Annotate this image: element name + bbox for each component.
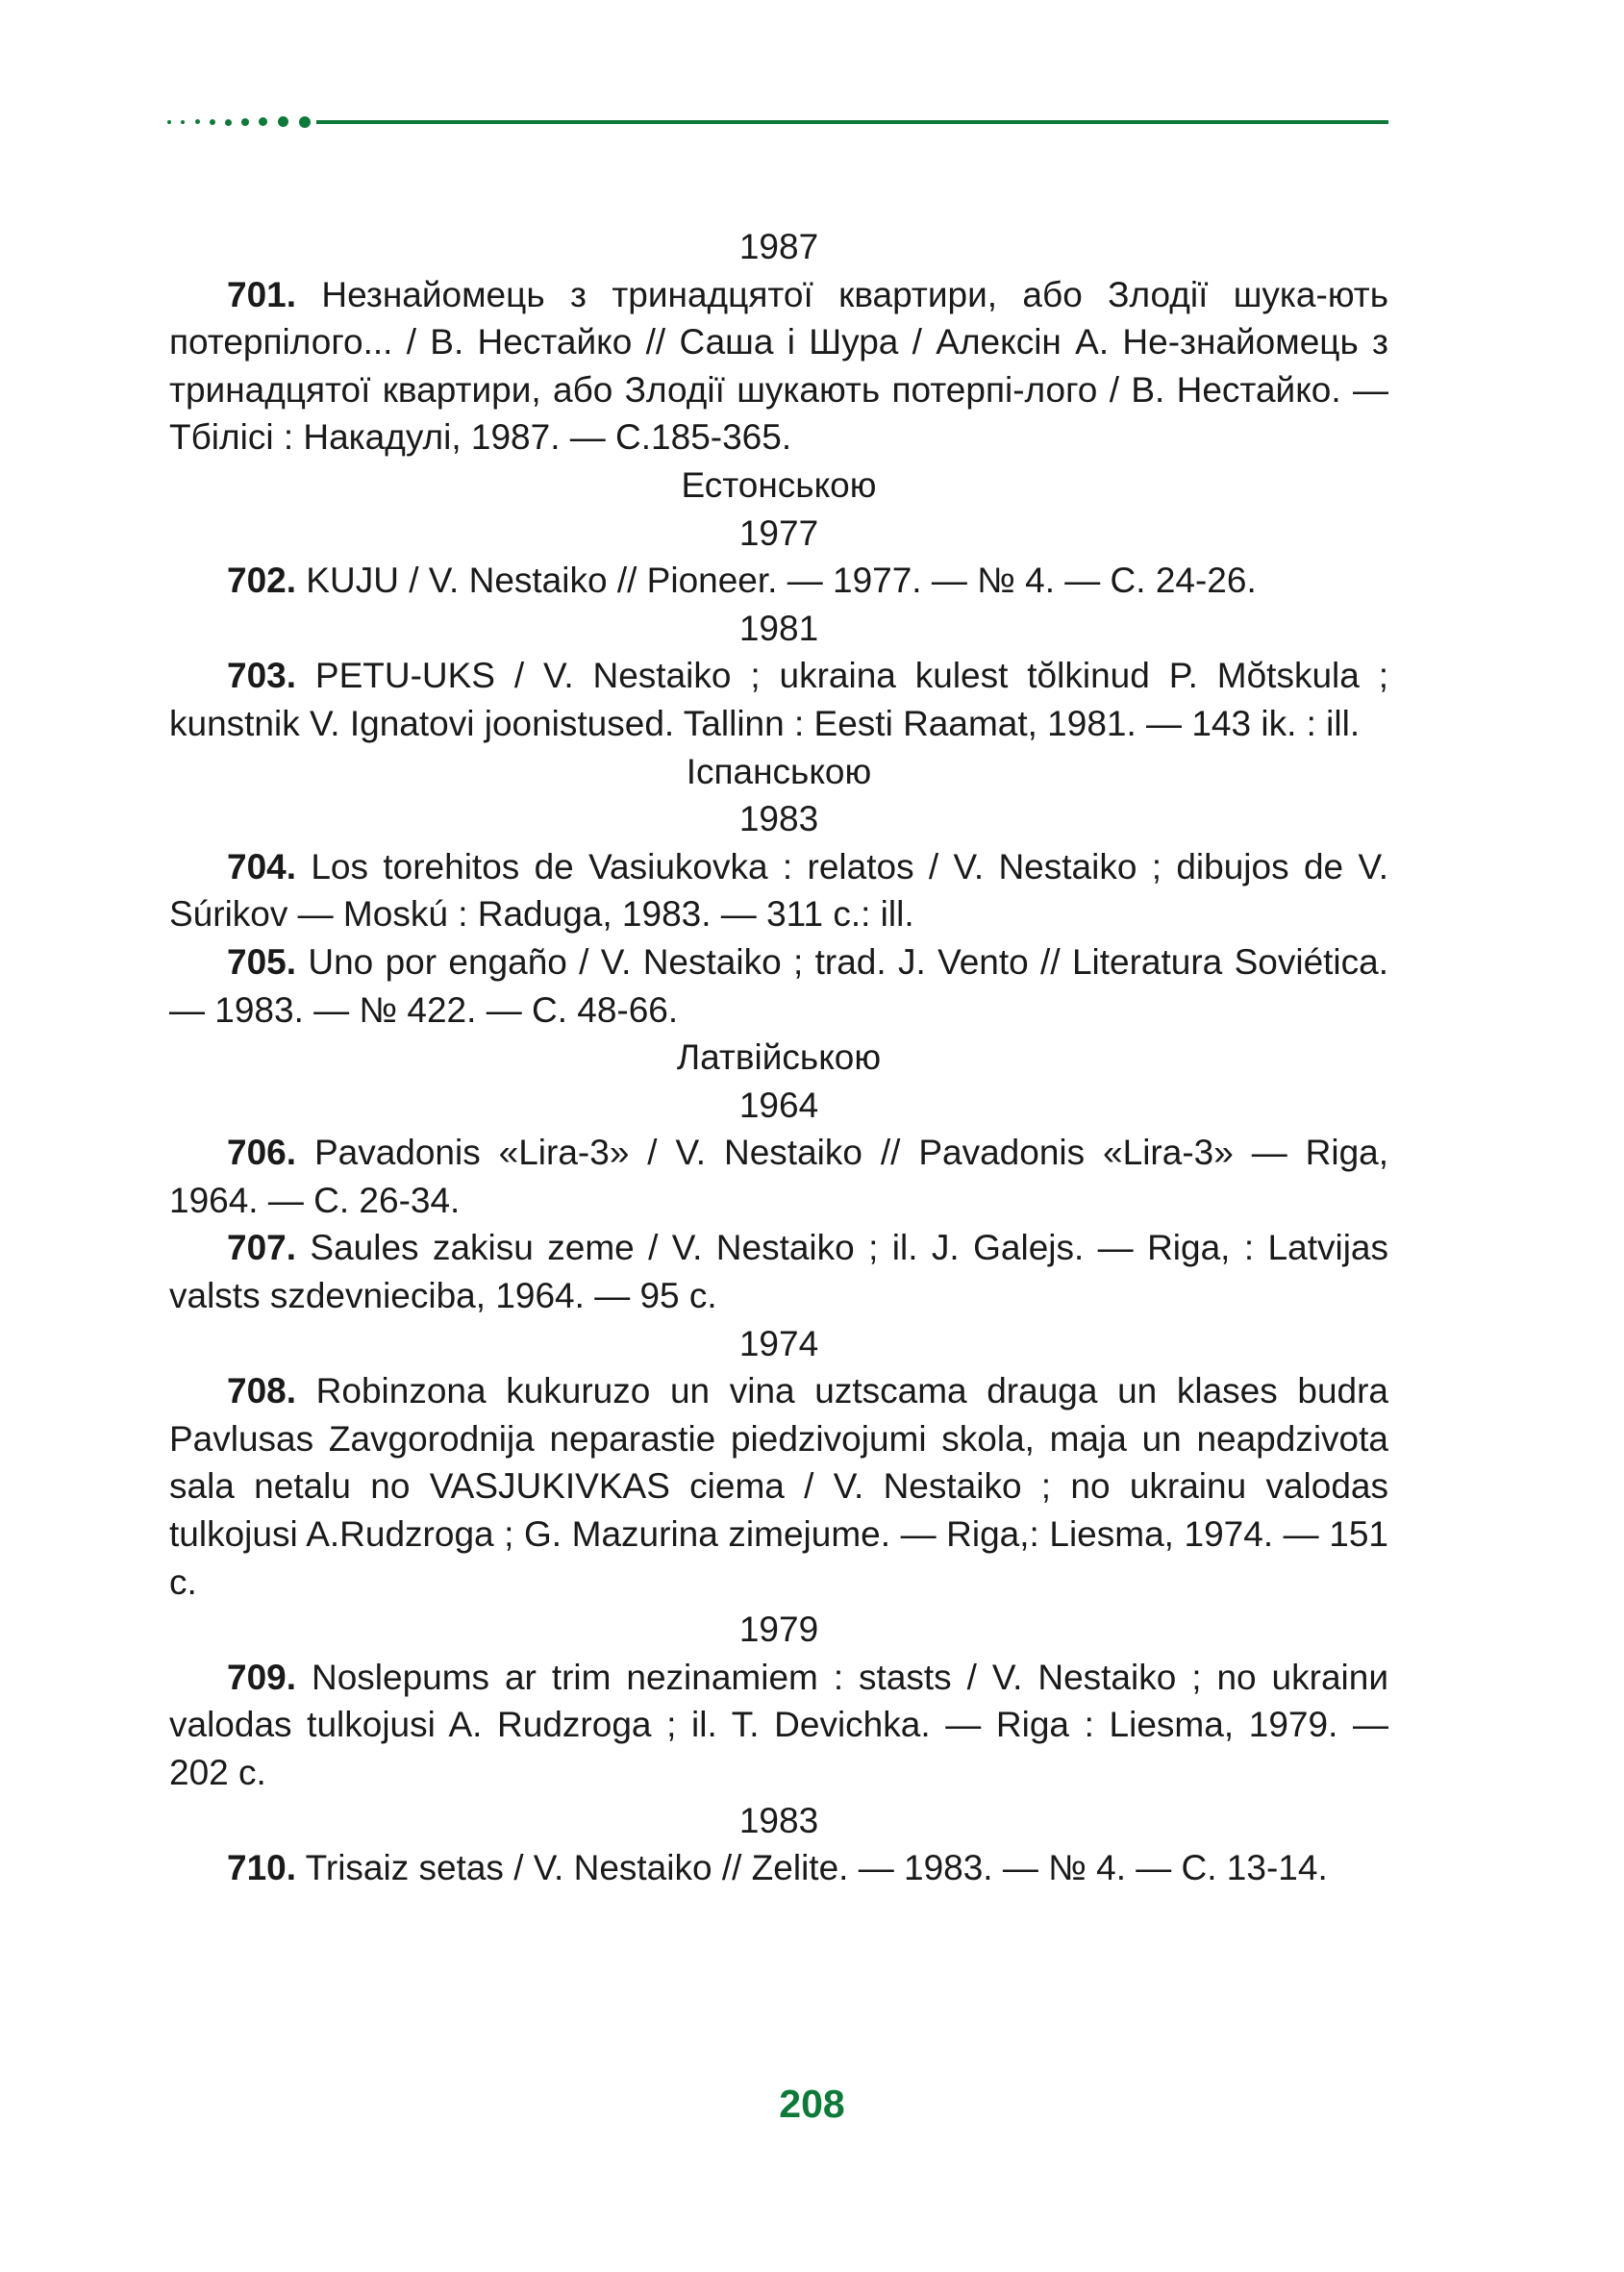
bibliography-entry (169, 1224, 1388, 1319)
entry-text: Robinzona kukuruzo un vina uztscama drauga un klases budra Pavlusas Zavgorodnija neparastie piedzivojumi skola, maja un neapdzivota sala netalu no VASJUKIVKAS ciema / V. Nestaiko ; no ukrainu valodas tulkojusi A.Rudzroga ; G. Mazurina zimejume. — Riga,: Liesma, 1974. — 151 c. (169, 1371, 1389, 1602)
bibliography-entry (169, 557, 1388, 605)
bibliography-entry (169, 1844, 1388, 1892)
page-number: 208 (779, 2082, 845, 2126)
header-dot (210, 119, 215, 125)
bibliography-entry (169, 1367, 1388, 1606)
year-heading: 1974 (738, 1323, 819, 1363)
entry-text: Uno por engaño / V. Nestaiko ; trad. J. Vento // Literatura Soviética. — 1983. — № 422. — C. 48-66. (169, 941, 1389, 1030)
header-dot (181, 120, 185, 124)
year-heading: 1979 (738, 1610, 819, 1650)
entry-number: 708. (227, 1371, 297, 1411)
entry-number: 710. (227, 1848, 297, 1888)
entry-text: Pavadonis «Lira-3» / V. Nestaiko // Pavadonis «Lira-3» — Riga, 1964. — C. 26-34. (169, 1133, 1388, 1220)
header-dot (167, 120, 171, 124)
year-heading: 1964 (738, 1085, 819, 1125)
entry-number: 704. (227, 846, 297, 886)
entry-text: Trisaiz setas / V. Nestaiko // Zelite. — 1983. — № 4. — C. 13-14. (305, 1848, 1328, 1888)
header-dot (278, 116, 288, 127)
entry-text: Noslepums ar trim nezinamiem : stasts / V. Nestaiko ; no ukrainи valodas tulkojusi A. Rudzroga ; il. T. Devichka. — Riga : Liesma, 1979. — 202 c. (169, 1657, 1388, 1792)
language-heading: Іспанською (686, 751, 872, 791)
language-heading: Естонською (681, 464, 877, 505)
entry-text: Saules zakisu zeme / V. Nestaiko ; il. J. Galejs. — Riga, : Latvijas valsts szdevnieciba, 1964. — 95 c. (169, 1228, 1388, 1316)
year-heading: 1983 (738, 799, 819, 839)
header-line (316, 120, 1388, 124)
entry-number: 705. (227, 941, 297, 982)
header-dot (259, 117, 267, 126)
entry-number: 701. (227, 274, 297, 314)
entry-text: KUJU / V. Nestaiko // Pioneer. — 1977. — № 4. — C. 24-26. (306, 561, 1257, 601)
bibliography-entry (169, 843, 1388, 938)
language-heading: Латвійською (676, 1037, 882, 1078)
year-heading: 1983 (738, 1800, 819, 1840)
bibliography-entry (169, 652, 1388, 747)
entry-number: 707. (227, 1228, 297, 1268)
entry-number: 709. (227, 1657, 297, 1697)
entry-number: 702. (227, 561, 297, 601)
header-dot (195, 119, 200, 124)
header-dot (225, 119, 232, 126)
year-heading: 1981 (738, 608, 819, 648)
entry-number: 706. (227, 1133, 297, 1173)
bibliography-entry (169, 271, 1388, 462)
entry-text: Los torehitos de Vasiukovka : relatos / V. Nestaiko ; dibujos de V. Súrikov — Moskú : Raduga, 1983. — 311 c.: ill. (169, 846, 1389, 935)
bibliography-list (169, 223, 1388, 1892)
year-heading: 1987 (738, 227, 819, 266)
year-heading: 1977 (738, 512, 819, 553)
entry-number: 703. (227, 656, 297, 696)
bibliography-entry (169, 1654, 1388, 1797)
entry-text: Незнайомець з тринадцятої квартири, або Злодії шука-ють потерпілого... / В. Нестайко // Саша і Шура / Алексін А. Не-знайомець з тринадцятої квартири, або Злодії шукають потерпі-лого / В. Нестайко. — Тбілісі : Накадулі, 1987. — С.185-365. (169, 274, 1388, 458)
bibliography-entry (169, 938, 1388, 1034)
header-dot (241, 118, 249, 126)
header-rule (167, 115, 1388, 129)
header-dot (299, 116, 311, 128)
bibliography-entry (169, 1129, 1388, 1224)
entry-text: PETU-UKS / V. Nestaiko ; ukraina kulest tŏlkinud P. Mŏtskula ; kunstnik V. Ignatovi joonistused. Tallinn : Eesti Raamat, 1981. — 143 ik. : ill. (169, 656, 1388, 743)
